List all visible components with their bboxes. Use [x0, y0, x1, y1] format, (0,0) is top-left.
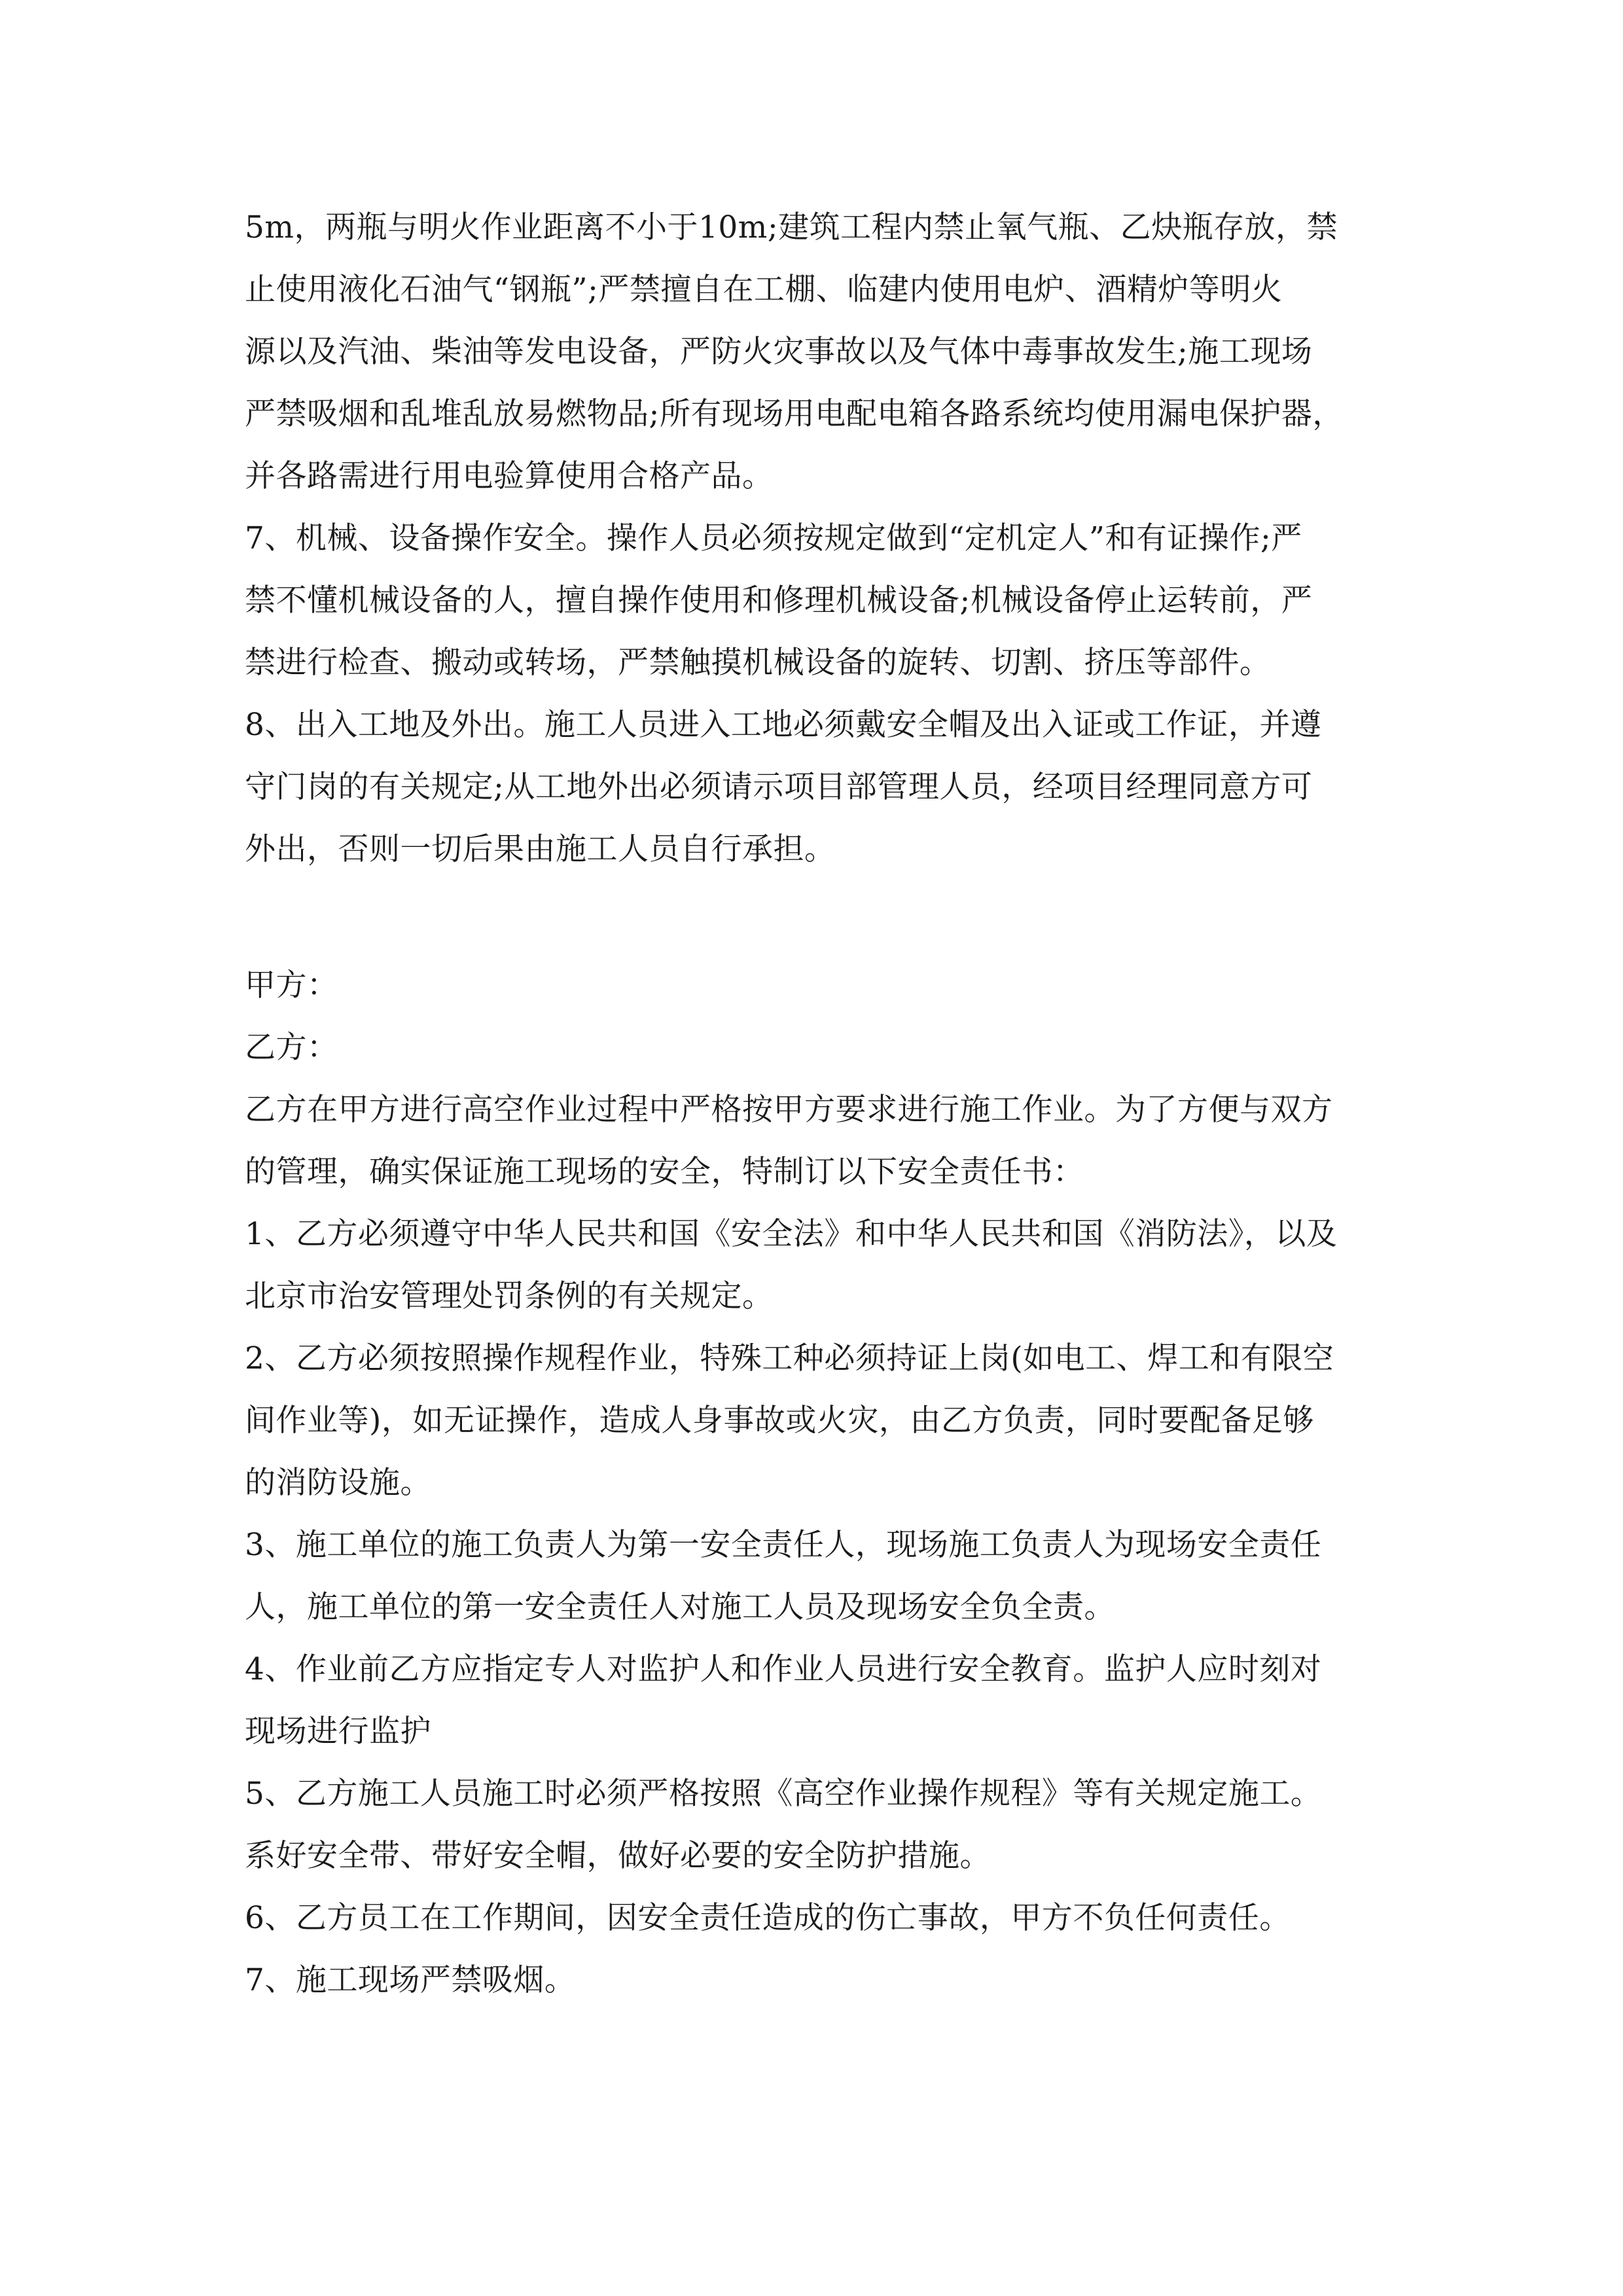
text-line: 4、作业前乙方应指定专人对监护人和作业人员进行安全教育。监护人应时刻对: [245, 1651, 1322, 1687]
text-line: 系好安全带、带好安全帽，做好必要的安全防护措施。: [245, 1838, 991, 1874]
text-line: 7、机械、设备操作安全。操作人员必须按规定做到“定机定人”和有证操作;严: [245, 520, 1302, 556]
party-b-label: 乙方：: [245, 1030, 338, 1066]
text-line: 人，施工单位的第一安全责任人对施工人员及现场安全负全责。: [245, 1589, 1115, 1625]
text-line: 6、乙方员工在工作期间，因安全责任造成的伤亡事故，甲方不负任何责任。: [245, 1900, 1291, 1936]
text-line: 的管理，确实保证施工现场的安全，特制订以下安全责任书：: [245, 1154, 1084, 1190]
text-line: 止使用液化石油气“钢瓶”;严禁擅自在工棚、临建内使用电炉、酒精炉等明火: [245, 272, 1283, 308]
text-line: 乙方在甲方进行高空作业过程中严格按甲方要求进行施工作业。为了方便与双方: [245, 1092, 1333, 1128]
text-line: 外出，否则一切后果由施工人员自行承担。: [245, 831, 836, 867]
text-line: 5m，两瓶与明火作业距离不小于10m;建筑工程内禁止氧气瓶、乙炔瓶存放，禁: [245, 209, 1338, 245]
document-body: [245, 196, 1390, 2011]
text-line: 3、施工单位的施工负责人为第一安全责任人，现场施工负责人为现场安全责任: [245, 1527, 1322, 1563]
text-line: 并各路需进行用电验算使用合格产品。: [245, 458, 774, 494]
text-line: 7、施工现场严禁吸烟。: [245, 1962, 576, 1998]
text-line: 间作业等)，如无证操作，造成人身事故或火灾，由乙方负责，同时要配备足够: [245, 1403, 1314, 1439]
text-line: 守门岗的有关规定;从工地外出必须请示项目部管理人员，经项目经理同意方可: [245, 769, 1313, 805]
text-line: 源以及汽油、柴油等发电设备，严防火灾事故以及气体中毒事故发生;施工现场: [245, 334, 1313, 370]
text-line: 禁进行检查、搬动或转场，严禁触摸机械设备的旋转、切割、挤压等部件。: [245, 645, 1271, 681]
text-line: 5、乙方施工人员施工时必须严格按照《高空作业操作规程》等有关规定施工。: [245, 1776, 1322, 1812]
text-line: 严禁吸烟和乱堆乱放易燃物品;所有现场用电配电箱各路系统均使用漏电保护器，: [245, 396, 1344, 432]
text-line: 禁不懂机械设备的人，擅自操作使用和修理机械设备;机械设备停止运转前，严: [245, 583, 1313, 619]
party-a-label: 甲方：: [245, 967, 338, 1003]
paragraph-gap: [245, 880, 1390, 954]
section-responsibility-letter: [245, 954, 1390, 2011]
text-line: 北京市治安管理处罚条例的有关规定。: [245, 1278, 774, 1314]
text-line: 现场进行监护: [245, 1713, 431, 1749]
text-line: 1、乙方必须遵守中华人民共和国《安全法》和中华人民共和国《消防法》，以及: [245, 1216, 1338, 1252]
text-line: 的消防设施。: [245, 1465, 431, 1501]
section-site-safety-rules: [245, 196, 1390, 880]
text-line: 8、出入工地及外出。施工人员进入工地必须戴安全帽及出入证或工作证，并遵: [245, 707, 1322, 743]
text-line: 2、乙方必须按照操作规程作业，特殊工种必须持证上岗(如电工、焊工和有限空: [245, 1340, 1334, 1376]
